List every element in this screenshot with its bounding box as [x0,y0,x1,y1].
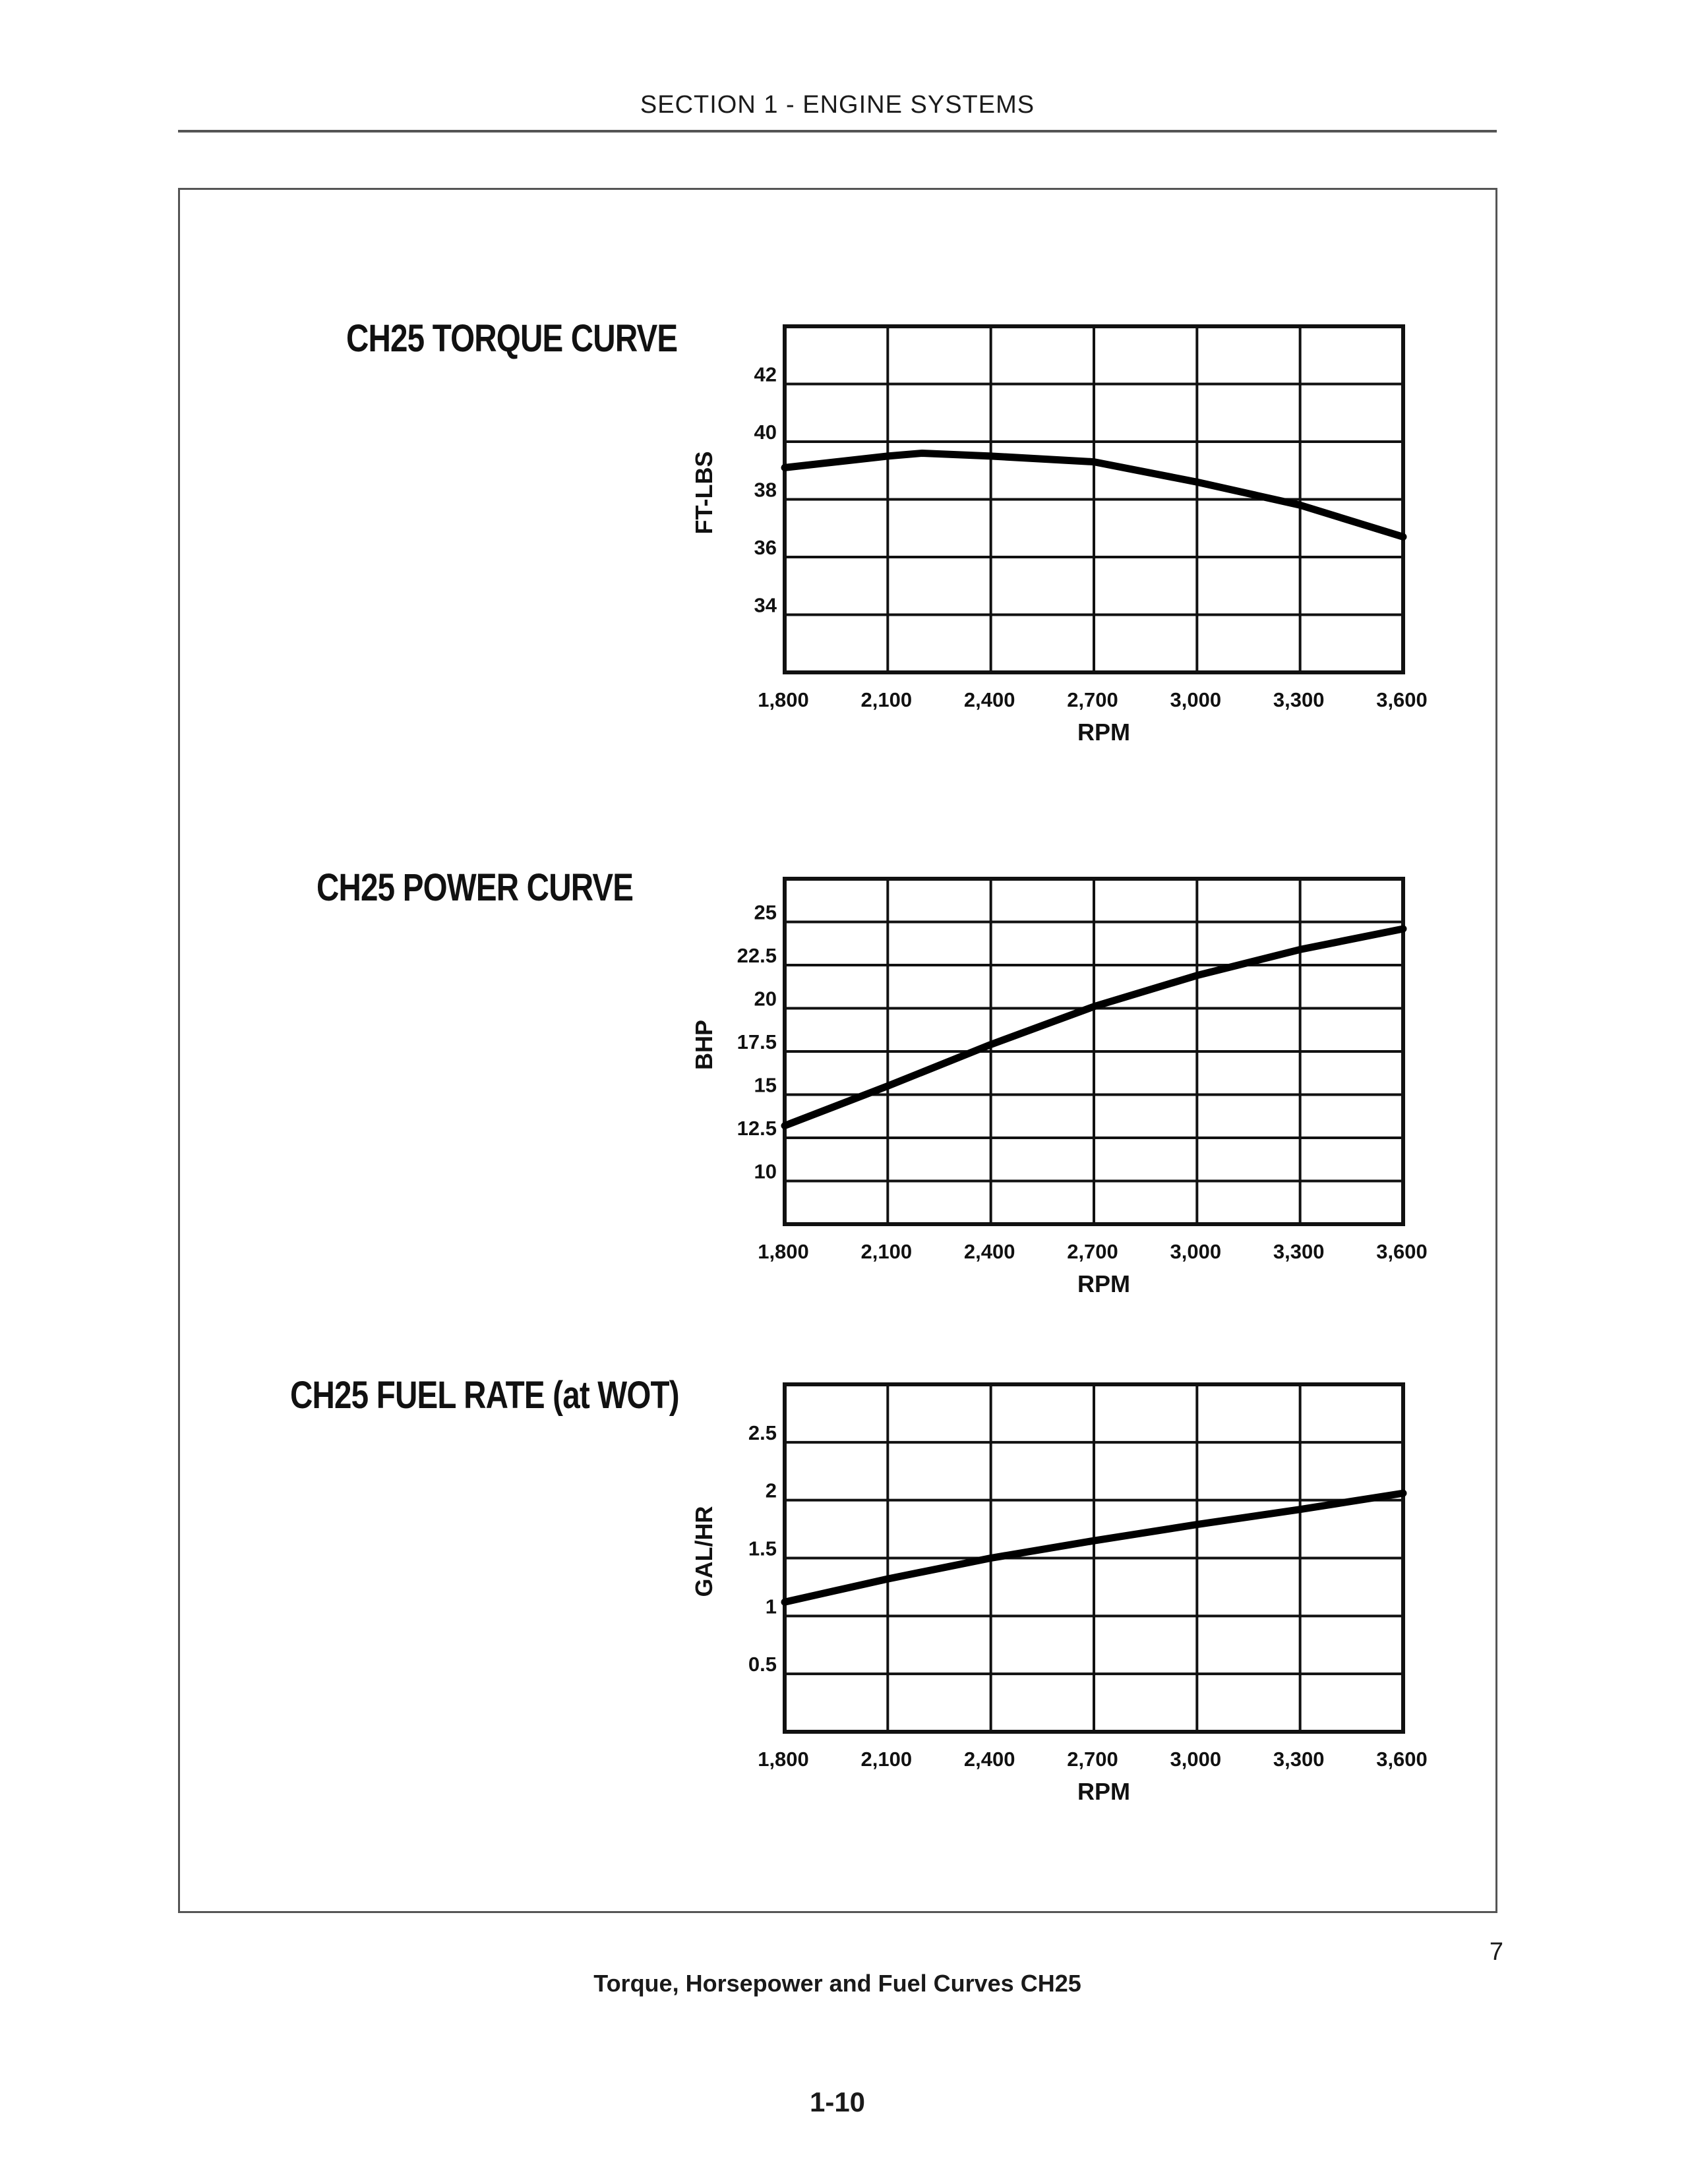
power-y-tick-label: 10 [754,1160,777,1183]
power-x-axis-label: RPM [1077,1270,1130,1297]
power-y-tick-label: 12.5 [737,1117,777,1140]
power-y-axis-label: BHP [690,1019,717,1071]
torque-x-tick-label: 2,100 [860,688,913,711]
fuel-y-tick-label: 1 [765,1595,777,1618]
figure-number: 7 [1489,1938,1503,1966]
power-y-tick-label: 22.5 [737,944,777,967]
torque-chart-title: CH25 TORQUE CURVE [346,317,678,360]
power-chart-title: CH25 POWER CURVE [316,866,634,909]
section-header: SECTION 1 - ENGINE SYSTEMS [640,91,1035,119]
power-x-tick-label: 1,800 [758,1240,809,1263]
fuel-x-tick-label: 1,800 [758,1748,809,1771]
power-y-tick-label: 17.5 [737,1030,777,1053]
fuel-chart [690,1384,1428,1805]
torque-y-tick-label: 34 [754,593,777,617]
fuel-y-tick-label: 2 [765,1479,777,1502]
torque-chart [690,326,1428,746]
power-y-tick-label: 15 [754,1073,777,1097]
torque-y-tick-label: 38 [754,478,777,502]
torque-y-tick-label: 36 [754,536,777,559]
power-chart [690,879,1428,1297]
power-y-tick-label: 25 [754,900,777,924]
power-x-tick-label: 2,100 [860,1240,913,1263]
fuel-y-tick-label: 0.5 [748,1653,777,1676]
torque-y-tick-label: 40 [754,421,777,444]
torque-x-tick-label: 3,600 [1376,688,1428,711]
torque-x-tick-label: 2,400 [963,688,1015,711]
fuel-y-tick-label: 1.5 [748,1537,777,1560]
torque-x-axis-label: RPM [1077,719,1130,746]
fuel-chart-title: CH25 FUEL RATE (at WOT) [290,1374,679,1417]
fuel-x-axis-label: RPM [1077,1778,1130,1805]
torque-x-tick-label: 1,800 [758,688,809,711]
power-x-tick-label: 3,300 [1273,1240,1325,1263]
torque-y-axis-label: FT-LBS [690,451,717,535]
fuel-x-tick-label: 3,000 [1170,1748,1222,1771]
fuel-y-axis-label: GAL/HR [690,1506,717,1597]
fuel-x-tick-label: 2,100 [860,1748,913,1771]
torque-x-tick-label: 3,000 [1170,688,1222,711]
torque-x-tick-label: 2,700 [1067,688,1118,711]
power-x-tick-label: 2,400 [963,1240,1015,1263]
power-x-tick-label: 3,600 [1376,1240,1428,1263]
torque-y-tick-label: 42 [754,363,777,386]
fuel-y-tick-label: 2.5 [748,1421,777,1444]
fuel-x-tick-label: 2,400 [963,1748,1015,1771]
torque-x-tick-label: 3,300 [1273,688,1325,711]
power-x-tick-label: 3,000 [1170,1240,1222,1263]
power-x-tick-label: 2,700 [1067,1240,1118,1263]
page-number: 1-10 [809,2086,866,2117]
fuel-x-tick-label: 2,700 [1067,1748,1118,1771]
power-y-tick-label: 20 [754,987,777,1011]
fuel-x-tick-label: 3,300 [1273,1748,1325,1771]
fuel-x-tick-label: 3,600 [1376,1748,1428,1771]
figure-caption: Torque, Horsepower and Fuel Curves CH25 [593,1970,1081,1997]
